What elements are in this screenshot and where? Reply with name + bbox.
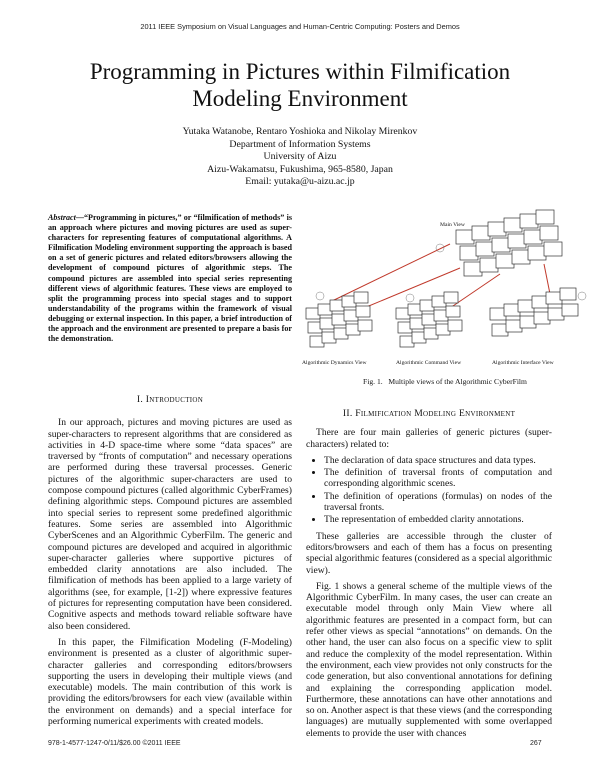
section-1-title: Introduction (145, 394, 204, 405)
section-1-paragraph-1: In our approach, pictures and moving pictures are used as super-characters to represent algorithms that are considered as activities in 4-D space-time where some “data spaces” are traversed by “fronts of computation” and necessary operations are performed during these traversal processes. Generic pictures of the algorithmic super-characters are used to compose compound pictures (called algorithmic CyberFrames) defining algorithmic steps. Compound pictures are assembled into special series to represent some predefined algorithmic features. Some series are assembled into Algorithmic CyberScenes and an Algorithmic CyberFilm. The generic and compound pictures are developed and acquired in algorithmic super-character galleries where supportive pictures of embedded clarity annotations are also included. The filmification of methods has been applied to a large variety of algorithms (see, for example, [1-2]) where expressive features of pictures for representing computation have been considered. Cognitive aspects and methods toward reliable software have also been considered. (48, 417, 292, 632)
command-view-label: Algorithmic Command View (396, 360, 462, 366)
main-view-frames (456, 210, 562, 276)
author-names: Yutaka Watanobe, Rentaro Yoshioka and Nikolay Mirenkov (182, 126, 418, 137)
section-2-bullet-1: • The declaration of data space structures and data types. (324, 455, 552, 466)
left-column (48, 394, 292, 732)
section-2-paragraph-2: Fig. 1 shows a general scheme of the multiple views of the Algorithmic CyberFilm. In many cases, the user can create an executable model through only Main View where all algorithmic features are presented in a compact form, but can refer other views as special “annotations” on demands. On the other hand, the user can also focus on a specific view to split and reduce the complexity of the model representation. Within the environment, each view provides not only constructs for the code generation, but also conventional annotations for defining and explaining the corresponding application model. Furthermore, these annotations can have other annotations and so on. Another aspect is that these views (and the corresponding languages) are mutually supplemented with some overlapped elements to provide the user with chances (306, 580, 552, 739)
section-2-bullet-4: • The representation of embedded clarity annotations. (324, 514, 552, 525)
author-address: Aizu-Wakamatsu, Fukushima, 965-8580, Japan (207, 163, 393, 175)
author-block (100, 126, 500, 189)
author-university: University of Aizu (263, 151, 337, 162)
command-view-frames (396, 292, 462, 347)
section-1-paragraph-2: In this paper, the Filmification Modeling (F-Modeling) environment is presented as a cluster of algorithmic super-character galleries and corresponding editors/browsers supporting the users in developing their multiple views (and executable) models. The main contribution of this work is providing the editors/browsers for each view (available within the environment on demands) and a special interface for performing numerical experiments with created models. (48, 636, 292, 728)
figure-caption-label: Fig. 1. (363, 377, 383, 386)
section-1-number: I. (136, 394, 144, 405)
section-2-title: Filmification Modeling Environment (355, 408, 516, 419)
figure-caption-text: Multiple views of the Algorithmic CyberFilm (388, 377, 527, 386)
right-column (306, 408, 552, 744)
footer-copyright: 978-1-4577-1247-0/11/$26.00 ©2011 IEEE (48, 740, 181, 747)
section-2-bullet-2: • The definition of traversal fronts of computation and corresponding algorithmic scenes. (324, 467, 552, 490)
abstract (48, 213, 292, 344)
section-2-intro: There are four main galleries of generic pictures (super-characters) related to: (306, 427, 552, 450)
conference-header: 2011 IEEE Symposium on Visual Languages and Human-Centric Computing: Posters and Demos (140, 22, 460, 31)
dynamics-view-label: Algorithmic Dynamics View (302, 360, 367, 366)
figure-caption (300, 377, 590, 386)
dynamics-view-frames (306, 292, 372, 347)
abstract-label: Abstract (48, 213, 76, 222)
main-view-label: Main View (440, 222, 465, 228)
footer-page-number: 267 (530, 740, 542, 747)
interface-view-label: Algorithmic Interface View (492, 360, 554, 366)
author-department: Department of Information Systems (229, 138, 371, 150)
paper-title (40, 58, 560, 112)
interface-view-frames (490, 288, 578, 336)
section-2-bullet-list (306, 455, 552, 526)
abstract-text: —“Programming in pictures,” or “filmification of methods” is an approach where pictures and moving pictures are used as super-characters for representing features of computational algorithms. A Filmification Modeling environment supporting the approach is based on a set of generic pictures and related editors/browsers allowing the development of compound pictures of algorithmic steps. The compound pictures are assembled into special series representing different views of algorithmic features. These views are employed to split the programming process into special stages and to support understandability of the programs within the framework of visual debugging or external inspection. In this paper, a brief introduction of the approach and the environment are presented to prepare a basis for the demonstration. (48, 213, 292, 344)
section-2-heading (306, 408, 552, 419)
section-2-paragraph-1: These galleries are accessible through the cluster of editors/browsers and each of them has a focus on presenting special algorithmic features (considered as a special algorithmic view). (306, 530, 552, 576)
section-2-number: II. (342, 408, 353, 419)
figure-multiple-views (300, 204, 592, 370)
title-line-1: Programming in Pictures within Filmification (89, 59, 511, 84)
section-2-bullet-3: • The definition of operations (formulas) on nodes of the traversal fronts. (324, 491, 552, 514)
section-1-heading (48, 394, 292, 405)
author-email: Email: yutaka@u-aizu.ac.jp (245, 176, 355, 187)
title-line-2: Modeling Environment (192, 86, 408, 111)
